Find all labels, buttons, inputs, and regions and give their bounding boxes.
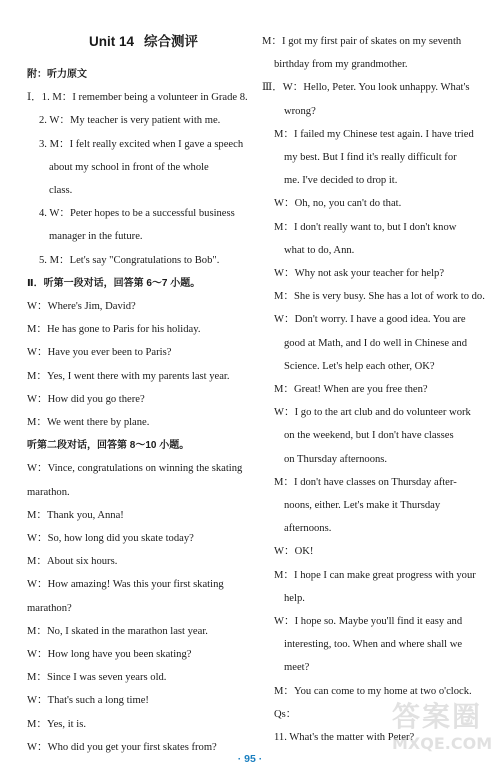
page-number: · 95 ·: [237, 753, 263, 765]
text-line: W：Oh, no, you can't do that.: [274, 198, 402, 210]
text-line: W：How did you go there?: [27, 393, 145, 405]
text-line: marathon.: [27, 486, 70, 498]
text-line: on Thursday afternoons.: [284, 453, 388, 465]
text-line: help.: [284, 592, 305, 604]
text-line: M：About six hours.: [27, 556, 118, 568]
text-line: M：Thank you, Anna!: [27, 509, 124, 521]
text-line: M：We went there by plane.: [27, 417, 150, 429]
text-line: W：How long have you been skating?: [27, 649, 192, 661]
text-line: noons, either. Let's make it Thursday: [284, 500, 441, 512]
text-line: 2. W：My teacher is very patient with me.: [39, 115, 221, 127]
watermark-logo-text: 答案圈: [392, 700, 483, 733]
text-line: me. I've decided to drop it.: [284, 175, 398, 187]
text-line: W：Don't worry. I have a good idea. You are: [274, 314, 466, 326]
text-line: W：Who did you get your first skates from?: [27, 741, 217, 753]
text-line: W：I go to the art club and do volunteer work: [274, 407, 471, 419]
left-text-lines: [27, 63, 252, 759]
text-line: M：You can come to my home at two o'clock.: [274, 685, 472, 697]
text-line: 5. M：Let's say "Congratulations to Bob".: [39, 254, 220, 266]
text-line: my best. But I find it's really difficult for: [284, 152, 457, 164]
text-line: interesting, too. When and where shall we: [284, 639, 463, 651]
text-line: Ⅱ．听第一段对话，回答第 6～7 小题。: [27, 277, 201, 289]
text-line: good at Math, and I do well in Chinese and: [284, 337, 468, 349]
text-line: 听第二段对话，回答第 8～10 小题。: [27, 440, 190, 452]
left-column: [27, 30, 252, 759]
text-line: W：That's such a long time!: [27, 695, 149, 707]
text-line: W：Where's Jim, David?: [27, 301, 136, 313]
text-line: M：No, I skated in the marathon last year.: [27, 625, 208, 637]
text-line: M：I got my first pair of skates on my seventh: [262, 36, 462, 47]
text-line: birthday from my grandmother.: [274, 59, 408, 71]
text-line: Ⅲ．W：Hello, Peter. You look unhappy. What's: [262, 82, 470, 94]
text-line: M：I failed my Chinese test again. I have tried: [274, 128, 474, 140]
text-line: Ⅰ．1. M：I remember being a volunteer in Grade 8.: [27, 92, 248, 104]
text-line: class.: [49, 185, 73, 197]
text-line: W：Why not ask your teacher for help?: [274, 268, 445, 280]
text-line: W：Have you ever been to Paris?: [27, 347, 172, 359]
text-line: on the weekend, but I don't have classes: [284, 430, 454, 442]
watermark-logo-url: MXQE.COM: [392, 734, 493, 753]
text-line: M：I hope I can make great progress with your: [274, 569, 476, 581]
text-line: M：He has gone to Paris for his holiday.: [27, 324, 201, 336]
text-line: 11. What's the matter with Peter?: [274, 732, 415, 744]
text-line: 4. W：Peter hopes to be a successful business: [39, 208, 235, 220]
text-line: M：She is very busy. She has a lot of work to do.: [274, 291, 485, 303]
text-line: M：I don't really want to, but I don't know: [274, 221, 457, 233]
text-line: meet?: [284, 662, 310, 674]
text-line: W：OK!: [274, 546, 314, 558]
text-line: about my school in front of the whole: [49, 161, 209, 173]
text-line: afternoons.: [284, 523, 332, 535]
text-line: M：Great! When are you free then?: [274, 384, 428, 396]
title-unit: Unit 14: [88, 34, 134, 49]
text-line: what to do, Ann.: [284, 244, 355, 256]
text-line: 附：听力原文: [27, 69, 87, 80]
text-line: M：Since I was seven years old.: [27, 672, 167, 684]
text-line: Qs：: [274, 708, 297, 720]
text-line: wrong?: [284, 105, 316, 117]
page-title: [27, 30, 252, 50]
text-line: Science. Let's help each other, OK?: [284, 360, 435, 372]
right-text-lines: [262, 30, 492, 749]
title-chinese: 综合测评: [144, 34, 198, 49]
text-line: marathon?: [27, 602, 72, 614]
text-line: W：How amazing! Was this your first skating: [27, 579, 224, 591]
text-line: M：Yes, I went there with my parents last year.: [27, 370, 230, 382]
text-line: W：I hope so. Maybe you'll find it easy and: [274, 616, 463, 628]
text-line: M：I don't have classes on Thursday after-: [274, 476, 457, 488]
text-line: W：Vince, congratulations on winning the skating: [27, 463, 243, 475]
text-line: M：Yes, it is.: [27, 718, 86, 730]
text-line: manager in the future.: [49, 231, 143, 243]
right-column: [262, 30, 492, 749]
text-line: 3. M：I felt really excited when I gave a speech: [39, 138, 244, 150]
text-line: W：So, how long did you skate today?: [27, 533, 194, 545]
